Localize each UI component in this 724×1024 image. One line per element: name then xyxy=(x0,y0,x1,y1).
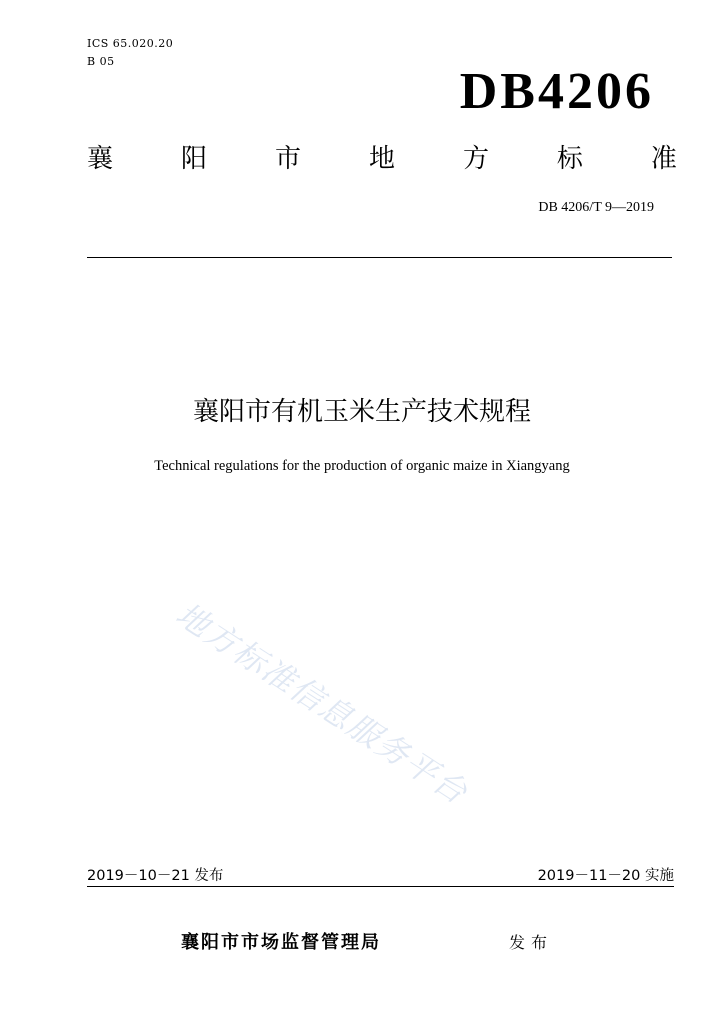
db-code: DB4206 xyxy=(459,63,654,120)
title-english: Technical regulations for the production of organic maize in Xiangyang xyxy=(154,458,570,474)
bottom-divider xyxy=(87,886,674,887)
standard-type-char: 方 xyxy=(462,144,489,174)
issue-date: 2019－10－21 发布 xyxy=(87,868,224,884)
standard-number: DB 4206/T 9—2019 xyxy=(538,200,654,215)
title-chinese: 襄阳市有机玉米生产技术规程 xyxy=(192,397,531,427)
implement-date: 2019－11－20 实施 xyxy=(537,868,674,884)
issue-label: 发布 xyxy=(509,933,554,952)
standard-type-char: 襄 xyxy=(87,144,114,174)
standard-type-char: 标 xyxy=(556,144,583,174)
standard-type-char: 地 xyxy=(368,144,395,174)
date-row xyxy=(87,866,674,886)
classification-code: B 05 xyxy=(87,55,115,68)
top-divider xyxy=(87,257,672,258)
issuing-authority: 襄阳市市场监督管理局 xyxy=(181,932,381,953)
standard-type-char: 阳 xyxy=(180,144,207,174)
standard-type xyxy=(87,142,677,176)
standard-type-char: 市 xyxy=(274,144,301,174)
standard-type-char: 准 xyxy=(650,144,677,174)
ics-code: ICS 65.020.20 xyxy=(87,37,174,50)
watermark: 地方标准信息服务平台 xyxy=(169,595,476,813)
